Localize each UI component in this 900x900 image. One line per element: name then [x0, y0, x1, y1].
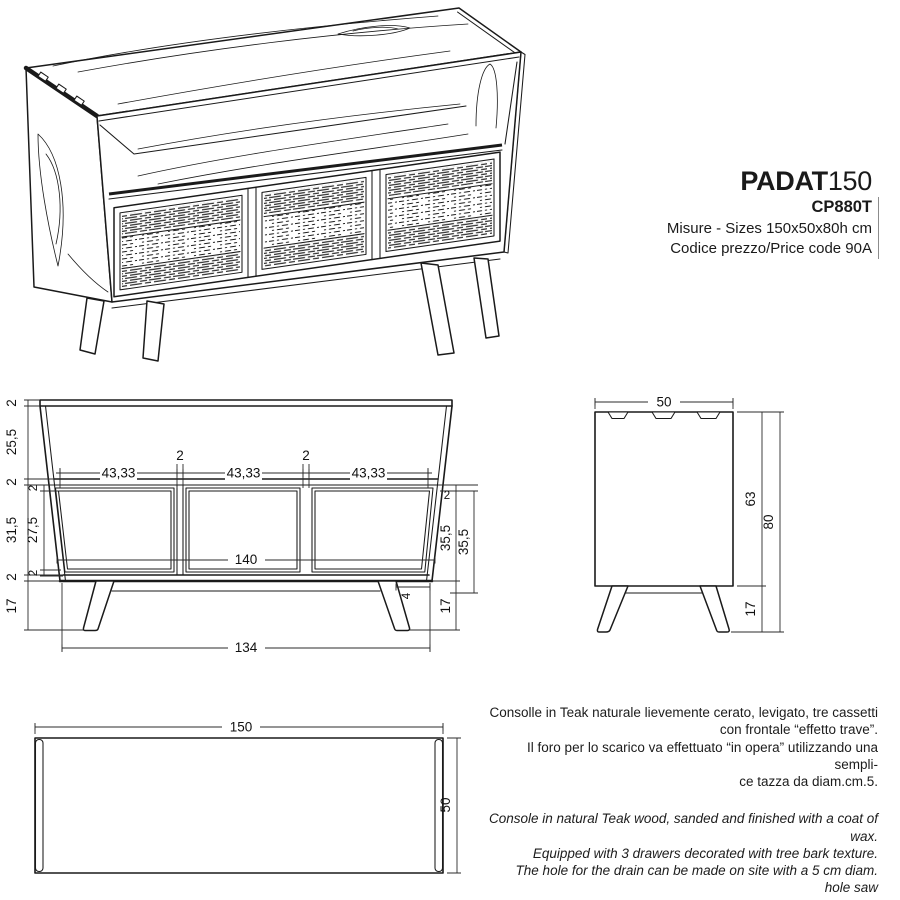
top-plan-dimensions: [35, 720, 461, 874]
description-italian: [488, 704, 878, 790]
top-plan-body: [35, 738, 443, 873]
description-line: Equipped with 3 drawers decorated with tree bark texture.: [532, 845, 878, 861]
dim-label: 2: [28, 484, 40, 492]
dim-label: 2: [176, 448, 184, 463]
dim-label: 63: [743, 491, 758, 507]
dim-label: 43,33: [226, 465, 261, 481]
description-english: [488, 810, 878, 896]
dim-label: 43,33: [351, 465, 386, 481]
product-title: [539, 166, 879, 196]
description-block: [488, 704, 878, 897]
drawer-front: [386, 159, 494, 252]
dim-label: 35,5: [456, 528, 471, 556]
drawer-front: [262, 177, 366, 269]
dim-label: 2: [28, 569, 40, 577]
dim-label: 50: [438, 797, 453, 813]
dim-label: 2: [4, 573, 19, 581]
side-elevation-drawing: [595, 412, 733, 632]
dim-label: 31,5: [4, 516, 19, 544]
dim-label: 43,33: [101, 465, 136, 481]
dim-label: 17: [743, 601, 758, 617]
description-line: Consolle in Teak naturale lievemente cerato, levigato, tre cassetti: [489, 705, 878, 720]
dim-label: 25,5: [4, 428, 19, 456]
dim-label: 150: [229, 719, 253, 735]
dim-label: 2: [4, 399, 19, 407]
description-line: Il foro per lo scarico va effettuato “in opera” utilizzando una sempli-: [527, 739, 878, 772]
sizes-line: Misure - Sizes 150x50x80h cm: [666, 219, 872, 237]
product-code: CP880T: [811, 198, 872, 217]
perspective-drawing: [8, 4, 553, 370]
dim-label: 35,5: [438, 524, 453, 552]
description-line: Console in natural Teak wood, sanded and finished with a coat of wax.: [488, 811, 878, 844]
dim-label: 17: [438, 598, 453, 614]
dim-label: 17: [4, 598, 19, 614]
description-line: The hole for the drain can be made on site with a 5 cm diam. hole saw: [515, 863, 878, 896]
dim-label: 27,5: [25, 516, 40, 544]
front-elevation-drawing: [40, 400, 452, 631]
dim-label: 2: [4, 478, 19, 486]
technical-elevations: [0, 380, 800, 670]
product-name: PADAT: [740, 166, 828, 196]
top-plan-drawing: [0, 700, 490, 890]
dim-label: 80: [761, 514, 776, 530]
dim-label: 2: [443, 490, 451, 502]
dim-label: 50: [656, 394, 672, 410]
product-info-block: [539, 166, 879, 259]
dim-label: 4: [401, 592, 413, 600]
dim-label: 134: [234, 640, 258, 655]
product-size-number: 150: [827, 166, 872, 196]
description-line: ce tazza da diam.cm.5.: [739, 774, 878, 790]
product-codes: [539, 197, 879, 259]
dim-label: 140: [234, 552, 258, 567]
description-line: con frontale “effetto trave”.: [719, 722, 878, 738]
price-code-line: Codice prezzo/Price code 90A: [670, 239, 872, 257]
dim-label: 2: [302, 448, 310, 463]
